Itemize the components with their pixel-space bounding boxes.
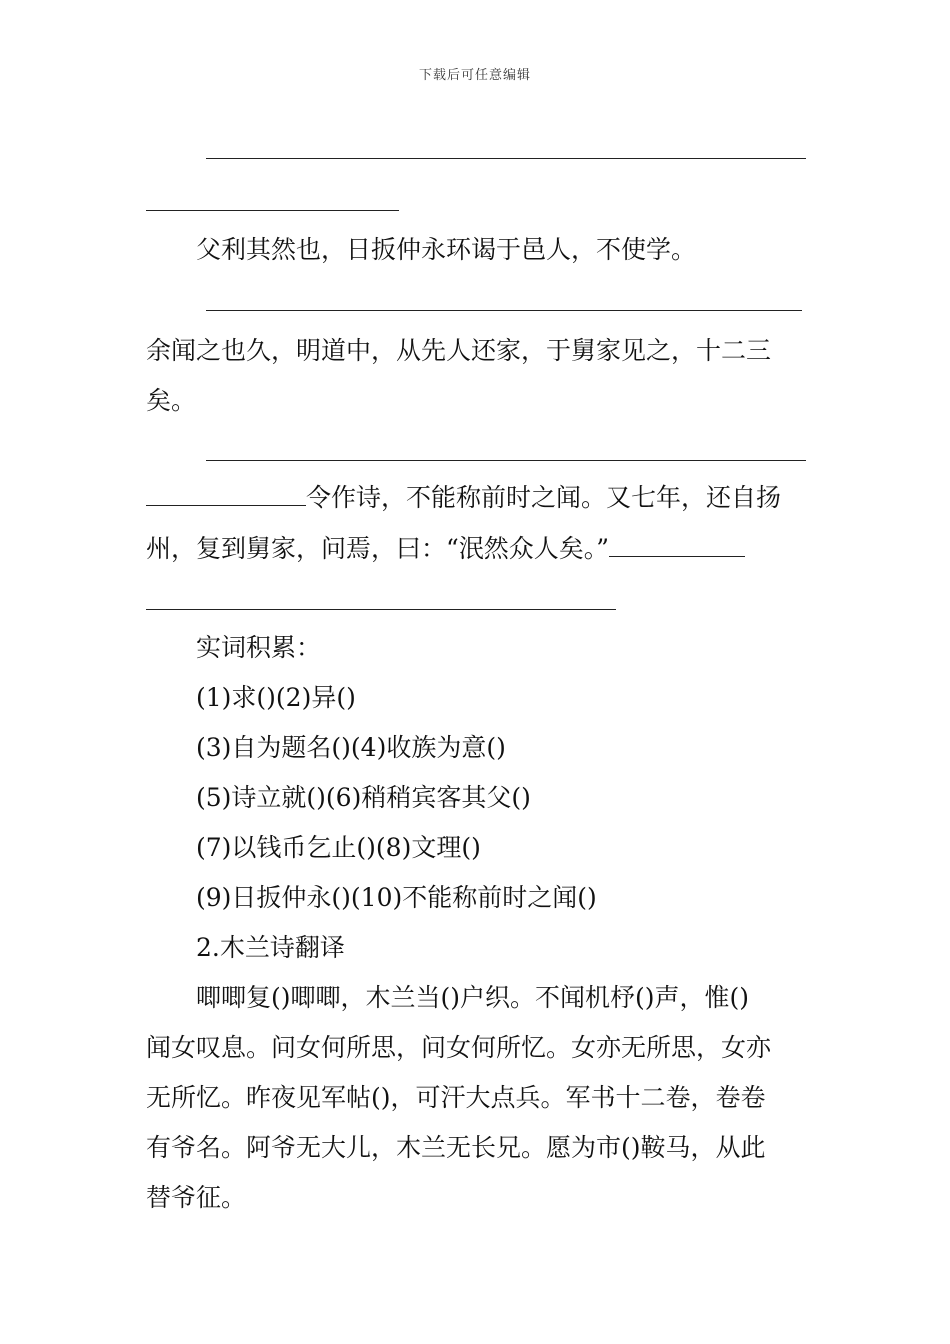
paragraph-line: 矣。: [146, 386, 197, 415]
answer-blank: [609, 534, 745, 557]
vocab-item: (1)求()(2)异(): [196, 683, 356, 712]
mulan-line: 闻女叹息。问女何所思，问女何所忆。女亦无所思，女亦: [146, 1033, 772, 1062]
mulan-line: 替爷征。: [146, 1183, 247, 1212]
answer-line: [206, 460, 806, 461]
section-title: 2.木兰诗翻译: [196, 933, 345, 962]
mulan-line: 有爷名。阿爷无大儿，木兰无长兄。愿为市()鞍马，从此: [146, 1133, 766, 1162]
answer-line: [206, 158, 806, 159]
paragraph-text: 令作诗，不能称前时之闻。又七年，还自扬: [306, 483, 782, 512]
mulan-line: 唧唧复()唧唧，木兰当()户织。不闻机杼()声，惟(): [196, 983, 750, 1012]
vocab-item: (3)自为题名()(4)收族为意(): [196, 733, 506, 762]
vocab-item: (7)以钱币乞止()(8)文理(): [196, 833, 481, 862]
answer-line: [146, 210, 399, 211]
vocab-item: (9)日扳仲永()(10)不能称前时之闻(): [196, 883, 597, 912]
answer-line: [146, 609, 616, 610]
paragraph-line: [146, 483, 781, 513]
answer-line: [206, 310, 802, 311]
page-header: 下载后可任意编辑: [418, 68, 531, 83]
answer-blank: [146, 483, 306, 506]
paragraph-line: 父利其然也，日扳仲永环谒于邑人，不使学。: [196, 235, 697, 264]
vocab-item: (5)诗立就()(6)稍稍宾客其父(): [196, 783, 531, 812]
paragraph-line: 余闻之也久，明道中，从先人还家，于舅家见之，十二三: [146, 336, 772, 365]
paragraph-line: [146, 534, 745, 564]
paragraph-text: 州，复到舅家，问焉，曰：“泯然众人矣。”: [146, 534, 610, 563]
vocab-title: 实词积累：: [196, 633, 322, 662]
mulan-line: 无所忆。昨夜见军帖()，可汗大点兵。军书十二卷，卷卷: [146, 1083, 766, 1112]
